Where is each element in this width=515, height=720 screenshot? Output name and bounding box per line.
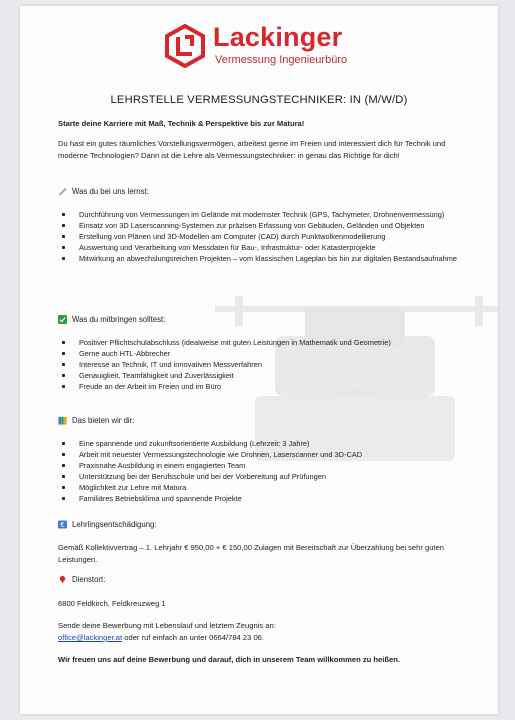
list-item: Unterstützung bei der Berufsschule und bei der Vorbereitung auf Prüfungen	[58, 471, 476, 482]
list-item: Praxisnahe Ausbildung in einem engagierten Team	[58, 460, 476, 471]
list-item: Positiver Pflichtschulabschluss (idealweise mit guten Leistungen in Mathematik und Geometrie)	[58, 337, 476, 348]
learn-list	[58, 209, 476, 264]
list-item: Freude an der Arbeit im Freien und im Büro	[58, 381, 476, 392]
pay-text: Gemäß Kollektivvertrag – 1. Lehrjahr € 950,00 + € 150,00 Zulagen mit Bereitschaft zur Überzahlung bei sehr guten Leistungen.	[58, 543, 445, 564]
list-item: Genauigkeit, Teamfähigkeit und Zuverlässigkeit	[58, 370, 476, 381]
apply-block	[58, 620, 476, 644]
list-item: Familiäres Betriebsklima und spannende Projekte	[58, 493, 476, 504]
list-item: Gerne auch HTL-Abbrecher	[58, 348, 476, 359]
check-box-icon	[58, 315, 67, 324]
list-item: Interesse an Technik, IT und innovativen Messverfahren	[58, 359, 476, 370]
list-item: Mitwirkung an abwechslungsreichen Projekten – vom klassischen Lageplan bis hin zur digitalen Bestandsaufnahme	[58, 253, 476, 264]
list-item: Möglichkeit zur Lehre mit Matura	[58, 482, 476, 493]
hexagon-logo-icon	[163, 24, 207, 68]
section-bring-title: Was du mitbringen solltest:	[72, 315, 166, 324]
location-address: 6800 Feldkirch, Feldkreuzweg 1	[58, 599, 166, 608]
pin-icon	[58, 575, 67, 584]
list-item: Einsatz von 3D Laserscanning-Systemen zur präzisen Erfassung von Gebäuden, Geländen und Objekten	[58, 220, 476, 231]
section-offer-heading	[58, 416, 134, 425]
job-posting-sheet	[20, 6, 498, 714]
books-icon	[58, 416, 67, 425]
section-pay-title: Lehrlingsentschädigung:	[72, 520, 157, 529]
section-pay-heading	[58, 520, 157, 529]
section-location-heading	[58, 575, 105, 584]
phone-text: oder ruf einfach an unter 0664/784 23 06.	[122, 633, 264, 642]
offer-list	[58, 438, 476, 505]
euro-icon	[58, 520, 67, 529]
bring-list	[58, 337, 476, 392]
list-item: Eine spannende und zukunftsorientierte Ausbildung (Lehrzeit: 3 Jahre)	[58, 438, 476, 449]
section-location-title: Dienstort:	[72, 575, 106, 584]
page-title: LEHRSTELLE VERMESSUNGSTECHNIKER: IN (M/W/D)	[110, 94, 408, 106]
section-learn-title: Was du bei uns lernst:	[72, 187, 149, 196]
list-item: Arbeit mit neuester Vermessungstechnologie wie Drohnen, Laserscanner und 3D-CAD	[58, 449, 476, 460]
intro-text: Du hast ein gutes räumliches Vorstellungsvermögen, arbeitest gerne im Freien und interessiert dich für Technik und moderne Technologien? Dann ist die Lehre als Vermessungstechniker: in genau das Richtige für dich!	[58, 139, 446, 160]
apply-text: Sende deine Bewerbung mit Lebenslauf und letztem Zeugnis an:	[58, 621, 276, 630]
closing-text: Wir freuen uns auf deine Bewerbung und darauf, dich in unserem Team willkommen zu heißen.	[58, 655, 400, 664]
section-bring-heading	[58, 315, 165, 324]
brand-name: Lackinger	[213, 22, 343, 52]
email-link[interactable]: office@lackinger.at	[58, 633, 123, 642]
section-learn-heading	[58, 187, 149, 196]
list-item: Durchführung von Vermessungen im Gelände mit modernster Technik (GPS, Tachymeter, Drohnenvermessung)	[58, 209, 476, 220]
list-item: Auswertung und Verarbeitung von Messdaten für Bau-, Infrastruktur- oder Katasterprojekte	[58, 242, 476, 253]
intro-headline: Starte deine Karriere mit Maß, Technik & Perspektive bis zur Matura!	[58, 119, 305, 128]
company-logo	[163, 24, 383, 68]
list-item: Erstellung von Plänen und 3D-Modellen am Computer (CAD) durch Punktwolkenmodellierung	[58, 231, 476, 242]
ruler-icon	[58, 187, 67, 196]
brand-tagline: Vermessung Ingenieurbüro	[215, 54, 348, 66]
section-offer-title: Das bieten wir dir:	[72, 416, 135, 425]
svg-text:€: €	[60, 521, 65, 529]
